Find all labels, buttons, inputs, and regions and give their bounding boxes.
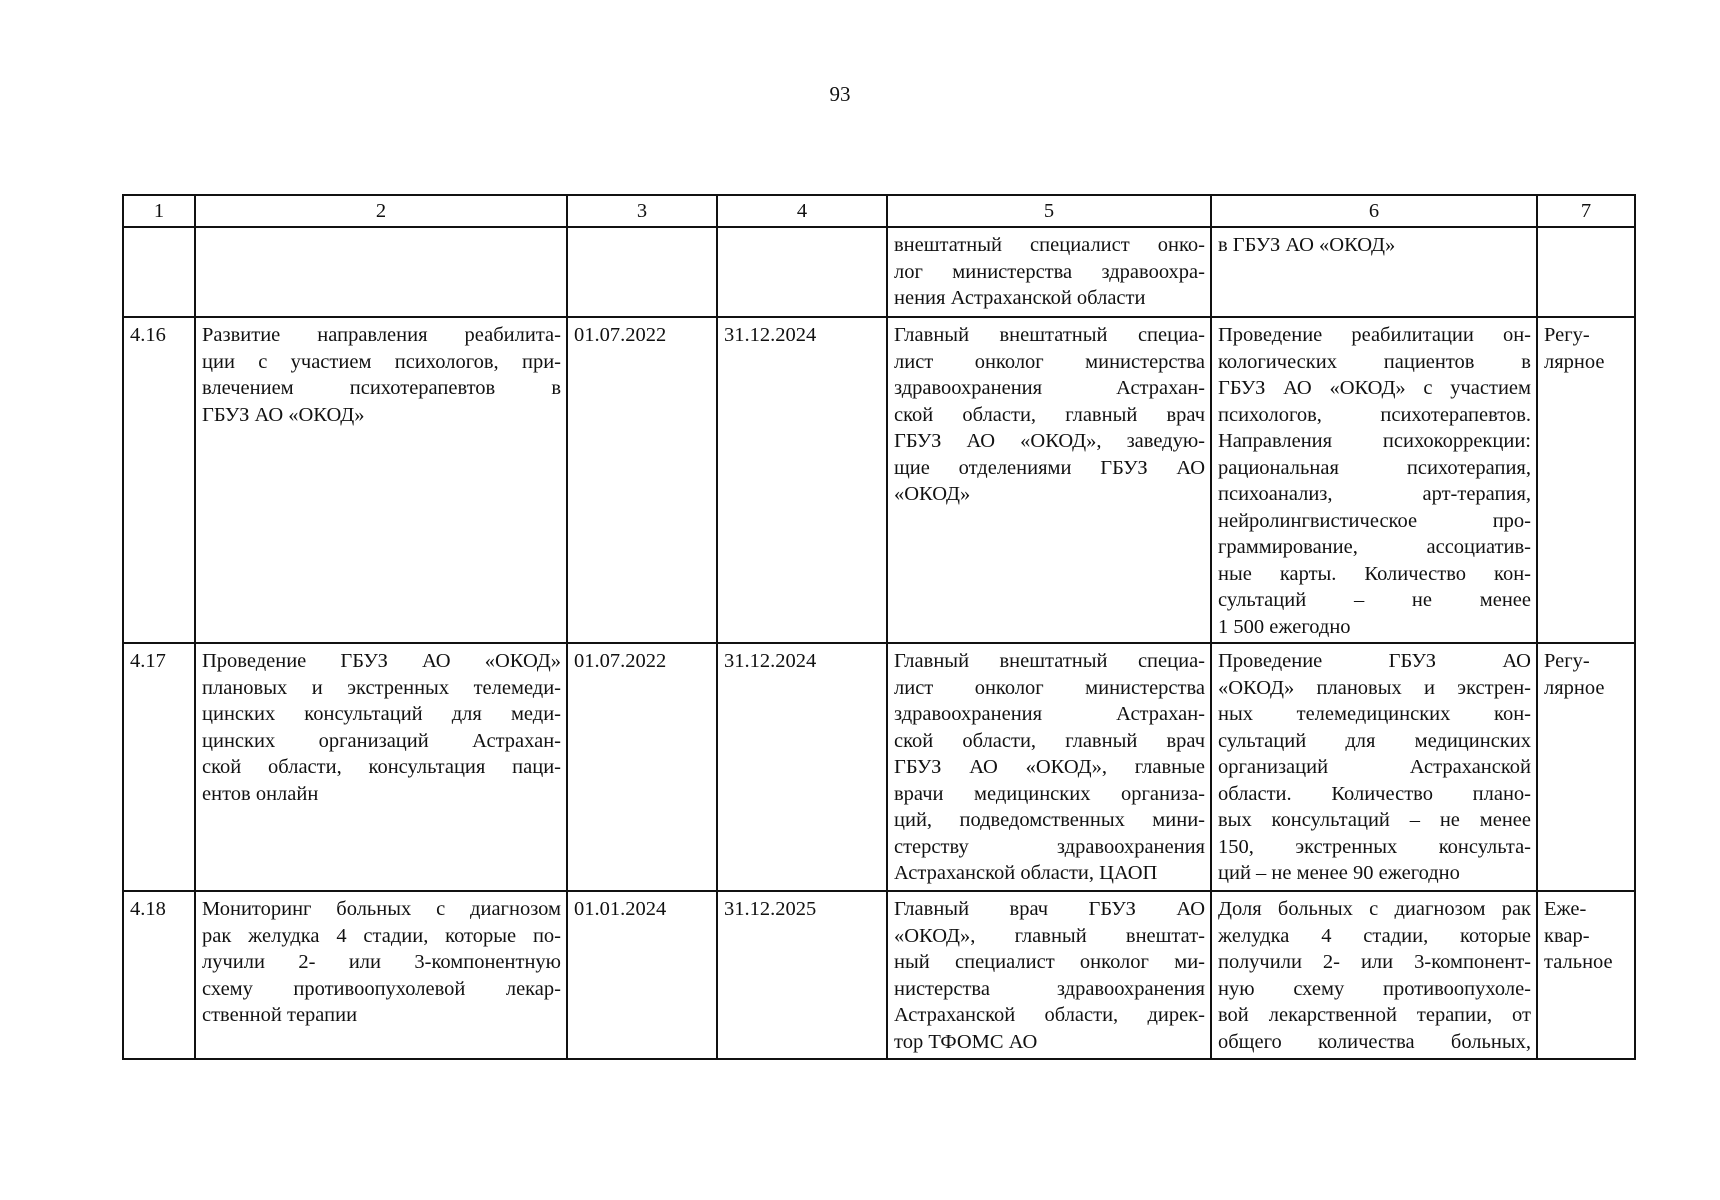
cell-line: Проведение ГБУЗ АО «ОКОД» bbox=[202, 650, 561, 672]
table-row bbox=[123, 643, 1635, 891]
cell-line: лярное bbox=[1544, 676, 1605, 699]
cell-line: Развитие направления реабилита- bbox=[202, 324, 561, 346]
cell-line: 1 500 ежегодно bbox=[1218, 615, 1351, 638]
result-cell bbox=[1211, 643, 1537, 891]
measure-cell bbox=[195, 643, 567, 891]
cell-line: цинских организаций Астрахан- bbox=[202, 729, 561, 752]
cell-line: «ОКОД», главный внештат- bbox=[894, 924, 1205, 947]
cell-line: сультаций – не менее bbox=[1218, 589, 1531, 611]
cell-line: рак желудка 4 стадии, которые по- bbox=[202, 924, 561, 947]
cell-line: получили 2- или 3-компонент- bbox=[1218, 951, 1531, 973]
cell-line: Главный внештатный специа- bbox=[894, 650, 1205, 672]
period-cell bbox=[1537, 643, 1635, 891]
column-header: 1 bbox=[123, 195, 195, 227]
measure-cell bbox=[195, 891, 567, 1059]
cell-line: ГБУЗ АО «ОКОД» с участием bbox=[1218, 377, 1531, 399]
cell-line: вых консультаций – не менее bbox=[1218, 809, 1531, 831]
table-row bbox=[123, 891, 1635, 1059]
cell-line: Еже- bbox=[1544, 898, 1587, 920]
cell-line: тальное bbox=[1544, 951, 1613, 973]
column-header: 7 bbox=[1537, 195, 1635, 227]
cell-line: ской области, главный врач bbox=[894, 403, 1205, 426]
cell-line: лист онколог министерства bbox=[894, 676, 1205, 699]
row-number-cell: 4.17 bbox=[123, 643, 195, 891]
cell-line: ные карты. Количество кон- bbox=[1218, 562, 1531, 585]
period-cell bbox=[1537, 317, 1635, 643]
cell-line: цинских консультаций для меди- bbox=[202, 703, 561, 725]
cell-line: ственной терапии bbox=[202, 1004, 358, 1026]
cell-line: здравоохранения Астрахан- bbox=[894, 703, 1205, 725]
cell-line: здравоохранения Астрахан- bbox=[894, 377, 1205, 399]
end-date-cell: 31.12.2024 bbox=[717, 317, 887, 643]
cell-line: лучили 2- или 3-компонентную bbox=[202, 951, 561, 973]
cell-line: «ОКОД» плановых и экстрен- bbox=[1218, 676, 1531, 699]
measures-table bbox=[122, 194, 1636, 1060]
end-date-cell bbox=[717, 227, 887, 317]
cell-line: граммирование, ассоциатив- bbox=[1218, 536, 1531, 558]
cell-line: желудка 4 стадии, которые bbox=[1218, 924, 1531, 947]
period-cell bbox=[1537, 891, 1635, 1059]
cell-line: лярное bbox=[1544, 350, 1605, 373]
cell-line: ции с участием психологов, при- bbox=[202, 350, 561, 373]
cell-line: рациональная психотерапия, bbox=[1218, 456, 1531, 479]
cell-line: лист онколог министерства bbox=[894, 350, 1205, 373]
cell-line: стерству здравоохранения bbox=[894, 835, 1205, 858]
start-date-cell: 01.01.2024 bbox=[567, 891, 717, 1059]
cell-line: психоанализ, арт-терапия, bbox=[1218, 483, 1531, 505]
cell-line: внештатный специалист онко- bbox=[894, 234, 1205, 256]
responsible-cell bbox=[887, 891, 1211, 1059]
cell-line: ГБУЗ АО «ОКОД», главные bbox=[894, 756, 1205, 778]
start-date-cell: 01.07.2022 bbox=[567, 643, 717, 891]
page-number: 93 bbox=[829, 82, 851, 106]
cell-line: тор ТФОМС АО bbox=[894, 1030, 1038, 1053]
cell-line: области. Количество плано- bbox=[1218, 782, 1531, 805]
cell-line: ской области, консультация паци- bbox=[202, 756, 561, 778]
cell-line: Направления психокоррекции: bbox=[1218, 430, 1531, 452]
start-date-cell bbox=[567, 227, 717, 317]
responsible-cell bbox=[887, 643, 1211, 891]
column-header: 6 bbox=[1211, 195, 1537, 227]
cell-line: ентов онлайн bbox=[202, 782, 319, 805]
responsible-cell bbox=[887, 227, 1211, 317]
measure-cell bbox=[195, 317, 567, 643]
cell-line: щие отделениями ГБУЗ АО bbox=[894, 456, 1205, 479]
cell-line: ций, подведомственных мини- bbox=[894, 809, 1205, 831]
cell-line: в ГБУЗ АО «ОКОД» bbox=[1218, 234, 1396, 256]
cell-line: Проведение ГБУЗ АО bbox=[1218, 650, 1531, 672]
cell-line: Мониторинг больных с диагнозом bbox=[202, 898, 561, 920]
cell-line: Главный внештатный специа- bbox=[894, 324, 1205, 346]
cell-line: Астраханской области, дирек- bbox=[894, 1004, 1205, 1026]
cell-line: Проведение реабилитации он- bbox=[1218, 324, 1531, 346]
period-cell bbox=[1537, 227, 1635, 317]
cell-line: ций – не менее 90 ежегодно bbox=[1218, 862, 1460, 884]
cell-line: Доля больных с диагнозом рак bbox=[1218, 898, 1531, 920]
cell-line: влечением психотерапевтов в bbox=[202, 377, 561, 399]
table-row bbox=[123, 317, 1635, 643]
measure-cell bbox=[195, 227, 567, 317]
cell-line: ных телемедицинских кон- bbox=[1218, 703, 1531, 725]
cell-line: Регу- bbox=[1544, 650, 1590, 672]
cell-line: ской области, главный врач bbox=[894, 729, 1205, 752]
cell-line: Регу- bbox=[1544, 324, 1590, 346]
cell-line: врачи медицинских организа- bbox=[894, 782, 1205, 805]
end-date-cell: 31.12.2024 bbox=[717, 643, 887, 891]
column-header: 2 bbox=[195, 195, 567, 227]
column-header: 4 bbox=[717, 195, 887, 227]
column-header: 5 bbox=[887, 195, 1211, 227]
start-date-cell: 01.07.2022 bbox=[567, 317, 717, 643]
cell-line: Астраханской области, ЦАОП bbox=[894, 862, 1158, 884]
result-cell bbox=[1211, 317, 1537, 643]
table-row bbox=[123, 227, 1635, 317]
result-cell bbox=[1211, 891, 1537, 1059]
cell-line: нения Астраханской области bbox=[894, 287, 1146, 309]
row-number-cell bbox=[123, 227, 195, 317]
cell-line: нейролингвистическое про- bbox=[1218, 509, 1531, 532]
cell-line: 150, экстренных консульта- bbox=[1218, 835, 1531, 858]
cell-line: психологов, психотерапевтов. bbox=[1218, 403, 1531, 426]
cell-line: «ОКОД» bbox=[894, 483, 971, 505]
column-header: 3 bbox=[567, 195, 717, 227]
cell-line: ную схему противоопухоле- bbox=[1218, 977, 1531, 1000]
cell-line: ГБУЗ АО «ОКОД», заведую- bbox=[894, 430, 1205, 452]
cell-line: нистерства здравоохранения bbox=[894, 977, 1205, 1000]
cell-line: организаций Астраханской bbox=[1218, 756, 1531, 778]
column-number-header-row bbox=[123, 195, 1635, 227]
end-date-cell: 31.12.2025 bbox=[717, 891, 887, 1059]
cell-line: плановых и экстренных телемеди- bbox=[202, 676, 561, 699]
cell-line: ГБУЗ АО «ОКОД» bbox=[202, 403, 365, 426]
cell-line: схему противоопухолевой лекар- bbox=[202, 977, 561, 1000]
result-cell bbox=[1211, 227, 1537, 317]
cell-line: сультаций для медицинских bbox=[1218, 729, 1531, 752]
cell-line: лог министерства здравоохра- bbox=[894, 260, 1205, 283]
row-number-cell: 4.16 bbox=[123, 317, 195, 643]
cell-line: вой лекарственной терапии, от bbox=[1218, 1004, 1531, 1026]
cell-line: ный специалист онколог ми- bbox=[894, 951, 1205, 973]
cell-line: общего количества больных, bbox=[1218, 1030, 1531, 1053]
cell-line: Главный врач ГБУЗ АО bbox=[894, 898, 1205, 920]
row-number-cell: 4.18 bbox=[123, 891, 195, 1059]
responsible-cell bbox=[887, 317, 1211, 643]
cell-line: кологических пациентов в bbox=[1218, 350, 1531, 373]
cell-line: квар- bbox=[1544, 924, 1590, 947]
